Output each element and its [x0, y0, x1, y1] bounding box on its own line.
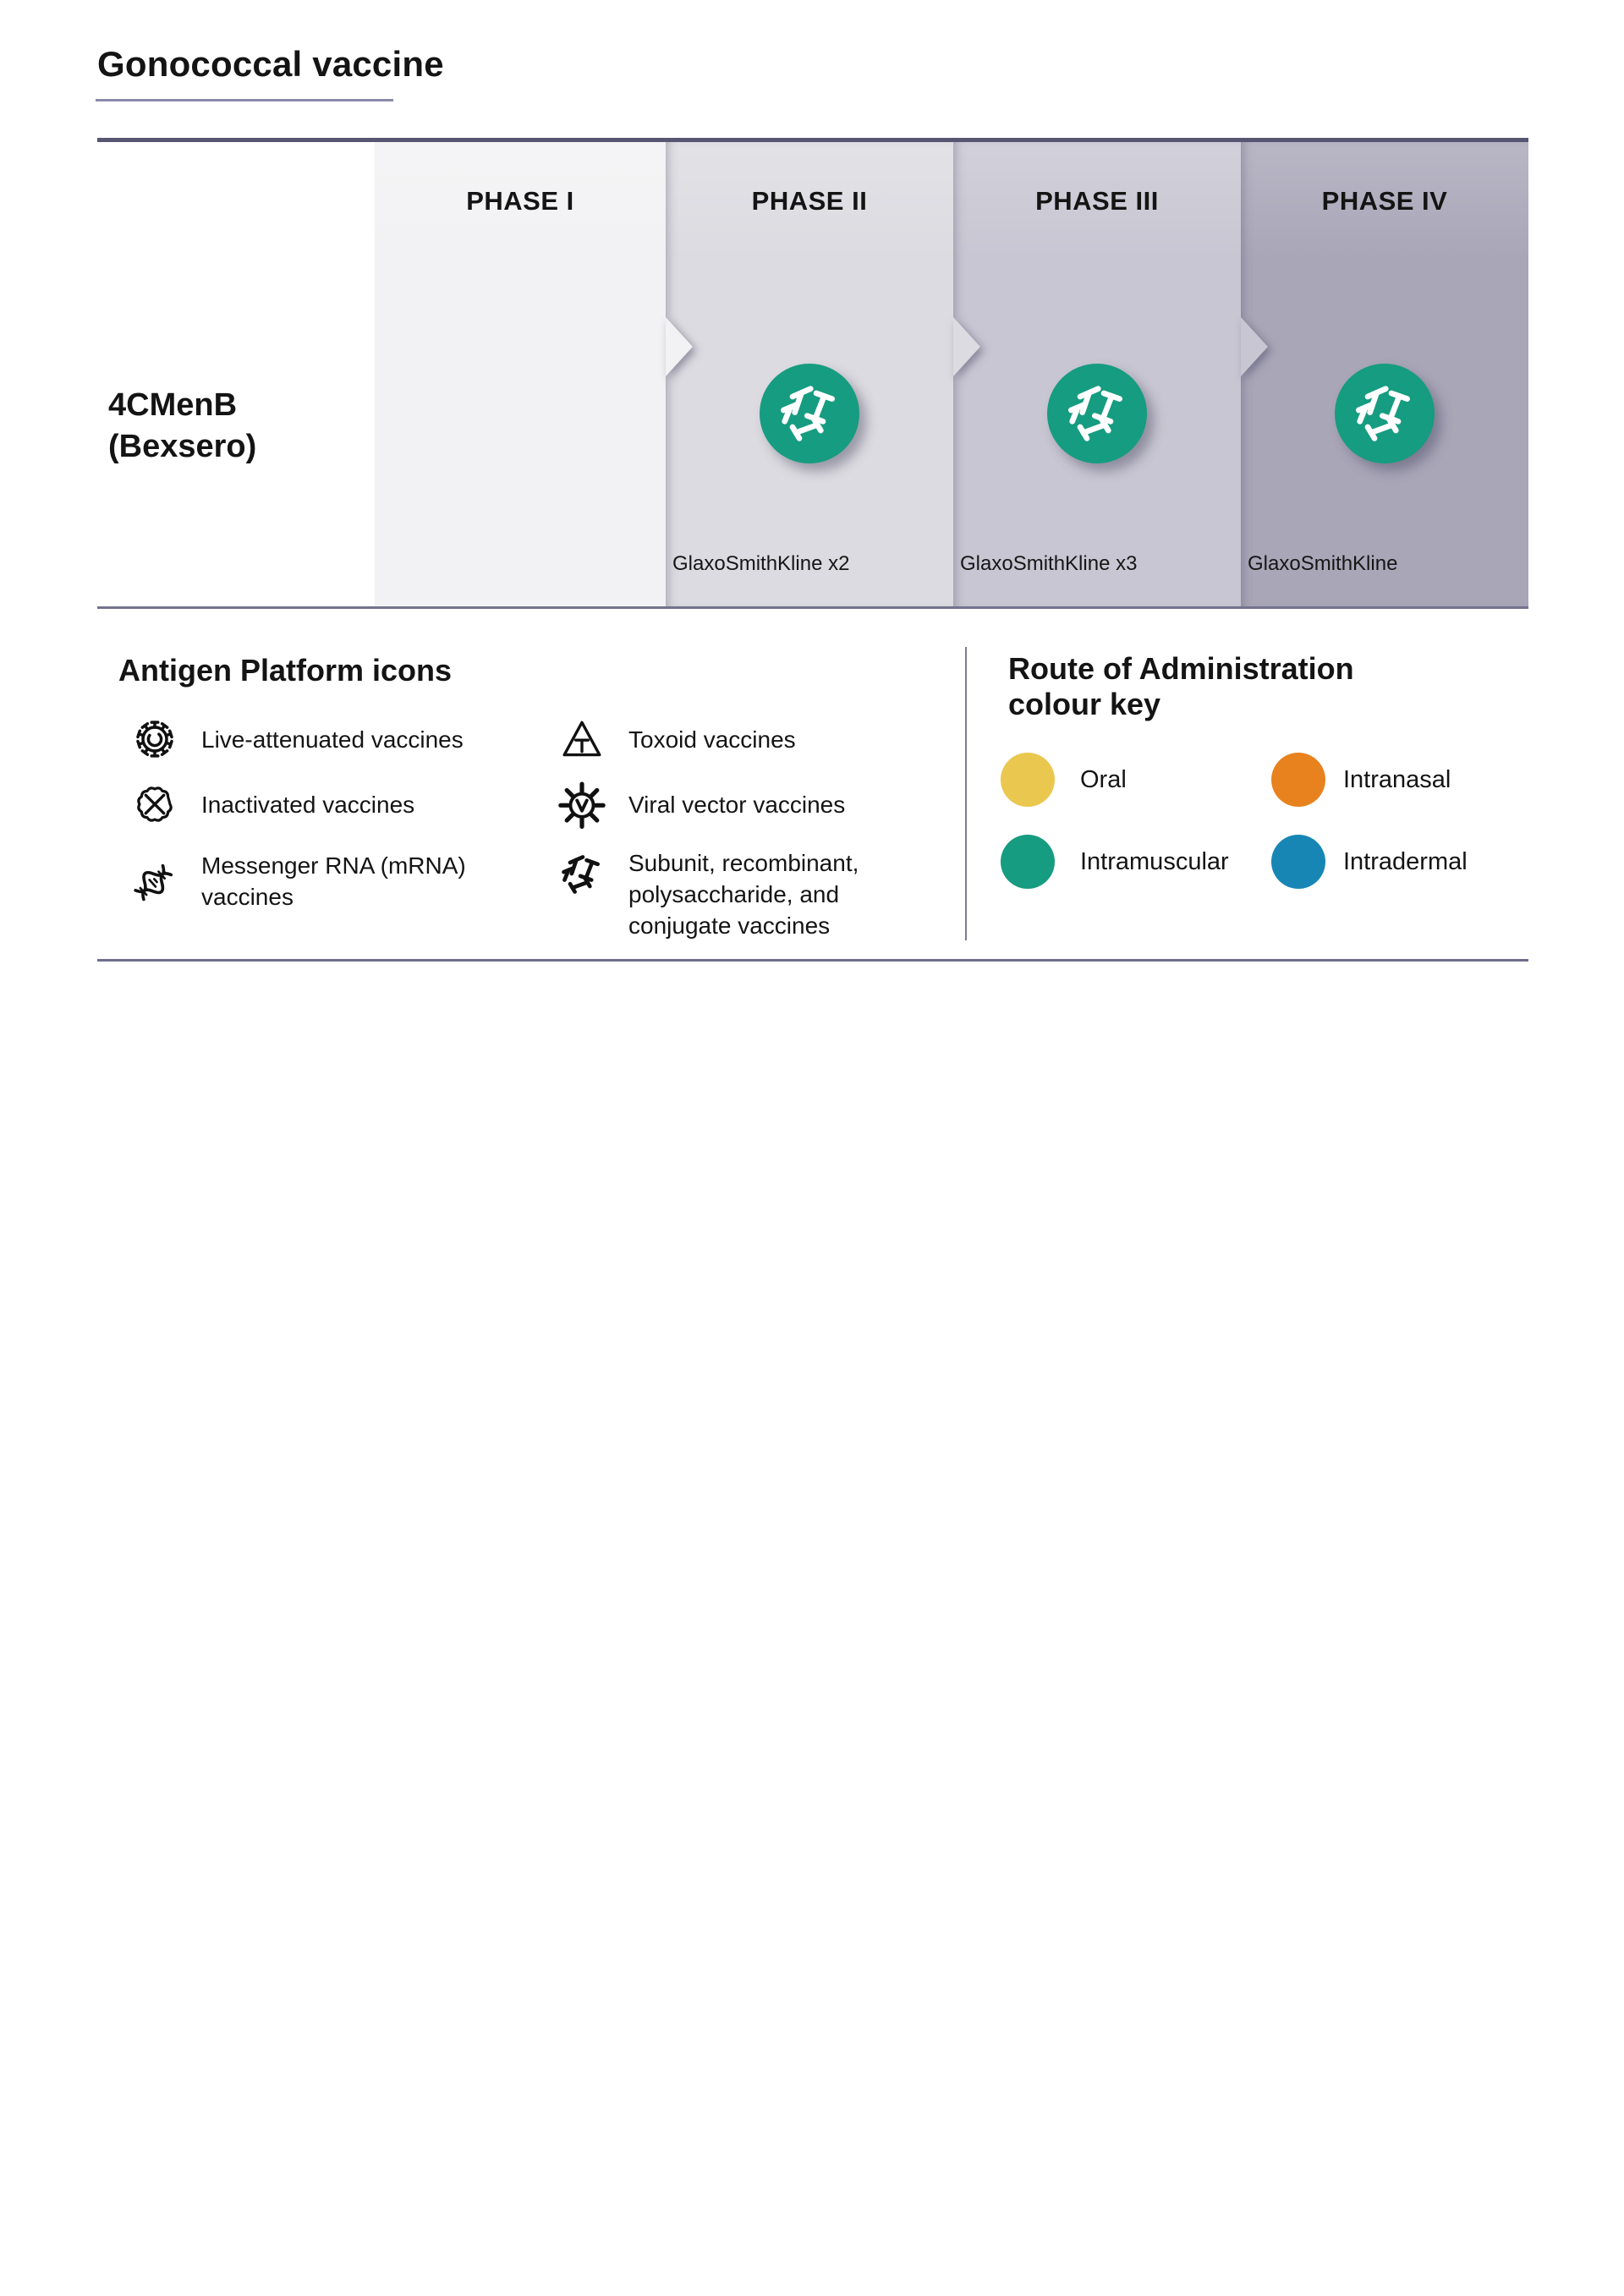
live-attenuated-virus-icon	[127, 715, 183, 763]
legend-bottom-rule	[97, 959, 1528, 962]
phase-columns	[375, 142, 1528, 606]
phase-4-column	[1241, 142, 1528, 606]
legend-label: Subunit, recombinant, polysaccharide, and conjugate vaccines	[628, 850, 859, 939]
chevron-right-icon	[666, 317, 693, 376]
legend-label: Viral vector vaccines	[628, 791, 846, 818]
chart-bottom-rule	[97, 606, 1528, 609]
phase-3-column	[953, 142, 1241, 606]
legend-item-live-attenuated	[127, 714, 480, 764]
chevron-right-icon	[1241, 317, 1268, 376]
sponsor-text: GlaxoSmithKline x2	[672, 552, 850, 575]
legend-label: Toxoid vaccines	[628, 726, 796, 753]
route-legend-title: Route of Administration colour key	[1008, 651, 1354, 721]
phase-2-column	[666, 142, 953, 606]
subunit-recombinant-vaccine-icon	[1063, 380, 1131, 447]
subunit-recombinant-vaccine-icon	[776, 380, 843, 447]
phase-divider-arrow-icon	[1241, 317, 1270, 376]
route-item-intradermal	[1271, 834, 1468, 890]
antigen-legend-title: Antigen Platform icons	[118, 653, 453, 688]
inactivated-virus-icon	[127, 781, 183, 827]
intramuscular-route-dot	[1001, 835, 1055, 889]
legend-item-mrna	[127, 846, 480, 917]
chevron-right-icon	[953, 317, 980, 376]
legend-label: Messenger RNA (mRNA) vaccines	[201, 852, 466, 910]
intradermal-route-dot	[1271, 835, 1325, 889]
phase-1-column	[375, 142, 666, 606]
phase-3-label: PHASE III	[1035, 186, 1159, 216]
legend-divider	[965, 647, 967, 940]
phase-divider-arrow-icon	[666, 317, 694, 376]
intranasal-route-dot	[1271, 753, 1325, 807]
mrna-helix-icon	[127, 857, 183, 906]
subunit-icon	[554, 851, 610, 898]
legend-item-toxoid	[554, 714, 882, 764]
phase-2-label: PHASE II	[751, 186, 868, 216]
route-label: Intranasal	[1343, 765, 1451, 793]
route-label: Intramuscular	[1080, 847, 1229, 875]
sponsor-text: GlaxoSmithKline	[1248, 552, 1398, 575]
route-label: Oral	[1080, 765, 1127, 793]
title-underline	[96, 99, 393, 101]
vaccine-row-label: 4CMenB (Bexsero)	[108, 387, 257, 464]
subunit-vaccine-marker	[1335, 364, 1435, 463]
route-item-intranasal	[1271, 752, 1451, 808]
subunit-vaccine-marker	[1047, 364, 1147, 463]
legend-label: Live-attenuated vaccines	[201, 726, 464, 753]
sponsor-text: GlaxoSmithKline x3	[960, 552, 1138, 575]
subunit-recombinant-vaccine-icon	[1351, 380, 1418, 447]
route-item-oral	[1001, 752, 1127, 808]
legend-item-inactivated	[127, 779, 480, 830]
legend-item-viral-vector	[554, 775, 882, 834]
legend-label: Inactivated vaccines	[201, 791, 415, 818]
viral-vector-icon	[554, 778, 610, 830]
route-item-intramuscular	[1001, 834, 1229, 890]
page-title: Gonococcal vaccine	[97, 44, 444, 84]
phase-divider-arrow-icon	[953, 317, 982, 376]
oral-route-dot	[1001, 753, 1055, 807]
route-label: Intradermal	[1343, 847, 1468, 875]
phase-1-label: PHASE I	[466, 186, 574, 216]
toxoid-triangle-icon	[554, 716, 610, 762]
subunit-vaccine-marker	[760, 364, 859, 463]
phase-4-label: PHASE IV	[1321, 186, 1448, 216]
legend-item-subunit	[554, 847, 882, 941]
